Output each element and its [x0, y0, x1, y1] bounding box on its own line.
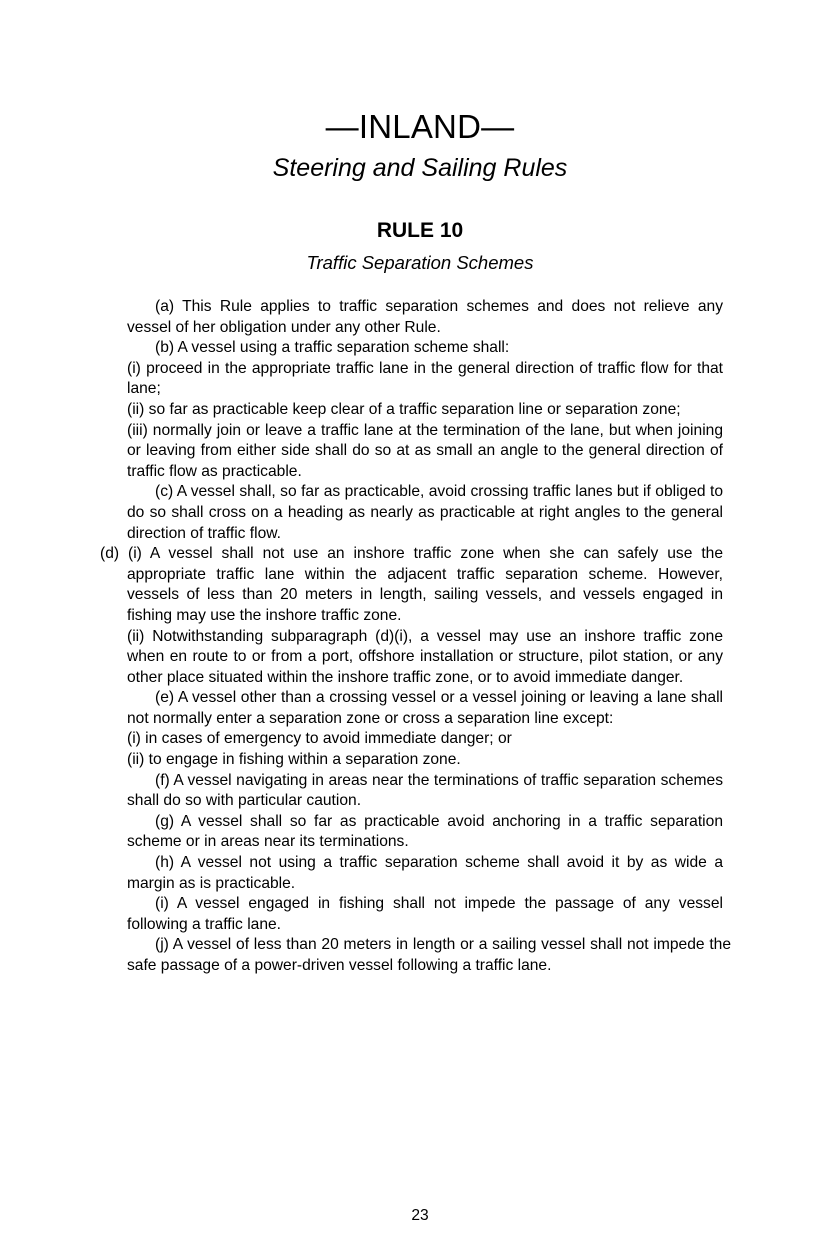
rule-paragraph-b-iii: (iii) normally join or leave a traffic lane at the termination of the lane, but when joining or leaving from either side shall do so at as small an angle to the general direction of traffic flow as practicable.: [127, 421, 723, 480]
rule-paragraph-g: (g) A vessel shall so far as practicable avoid anchoring in a traffic separation scheme or in areas near its terminations.: [127, 812, 723, 851]
rule-paragraph-b-i: (i) proceed in the appropriate traffic lane in the general direction of traffic flow for that lane;: [127, 359, 723, 398]
page-heading-block: [0, 108, 840, 275]
document-subtitle: Steering and Sailing Rules: [272, 154, 568, 182]
rule-paragraph-i: (i) A vessel engaged in fishing shall not impede the passage of any vessel following a traffic lane.: [127, 895, 723, 933]
rule-title-heading: Traffic Separation Schemes: [306, 252, 534, 273]
document-title-inland: —INLAND—: [325, 108, 515, 145]
rule-paragraph-e-i: (i) in cases of emergency to avoid immediate danger; or: [127, 730, 512, 748]
rule-paragraph-f: (f) A vessel navigating in areas near the terminations of traffic separation schemes shall do so with particular caution.: [127, 771, 723, 810]
rule-paragraph-e-ii: (ii) to engage in fishing within a separation zone.: [127, 751, 461, 769]
rule-paragraph-a: (a) This Rule applies to traffic separation schemes and does not relieve any vessel of her obligation under any other Rule.: [127, 298, 723, 336]
rule-body-text: [100, 297, 731, 977]
page-number: 23: [411, 1207, 429, 1224]
rule-paragraph-b: (b) A vessel using a traffic separation scheme shall:: [155, 339, 510, 357]
rule-number-heading: RULE 10: [376, 219, 464, 242]
rule-paragraph-e: (e) A vessel other than a crossing vessel or a vessel joining or leaving a lane shall not normally enter a separation zone or cross a separation line except:: [127, 689, 723, 727]
rule-paragraph-h: (h) A vessel not using a traffic separation scheme shall avoid it by as wide a margin as is practicable.: [127, 854, 723, 892]
rule-paragraph-d-i: (d) (i) A vessel shall not use an inshore traffic zone when she can safely use the appropriate traffic lane within the adjacent traffic separation scheme. However, vessels of less than 20 meters in length, sailing vessels, and vessels engaged in fishing may use the inshore traffic zone.: [100, 545, 723, 624]
rule-paragraph-b-ii: (ii) so far as practicable keep clear of a traffic separation line or separation zone;: [127, 400, 681, 418]
rule-paragraph-c: (c) A vessel shall, so far as practicable, avoid crossing traffic lanes but if obliged to do so shall cross on a heading as nearly as practicable at right angles to the general direction of traffic flow.: [127, 483, 723, 542]
rule-paragraph-j: (j) A vessel of less than 20 meters in length or a sailing vessel shall not impede the safe passage of a power-driven vessel following a traffic lane.: [127, 936, 731, 974]
rule-paragraph-d-ii: (ii) Notwithstanding subparagraph (d)(i), a vessel may use an inshore traffic zone when en route to or from a port, offshore installation or structure, pilot station, or any other place situated within the inshore traffic zone, or to avoid immediate danger.: [127, 627, 723, 686]
